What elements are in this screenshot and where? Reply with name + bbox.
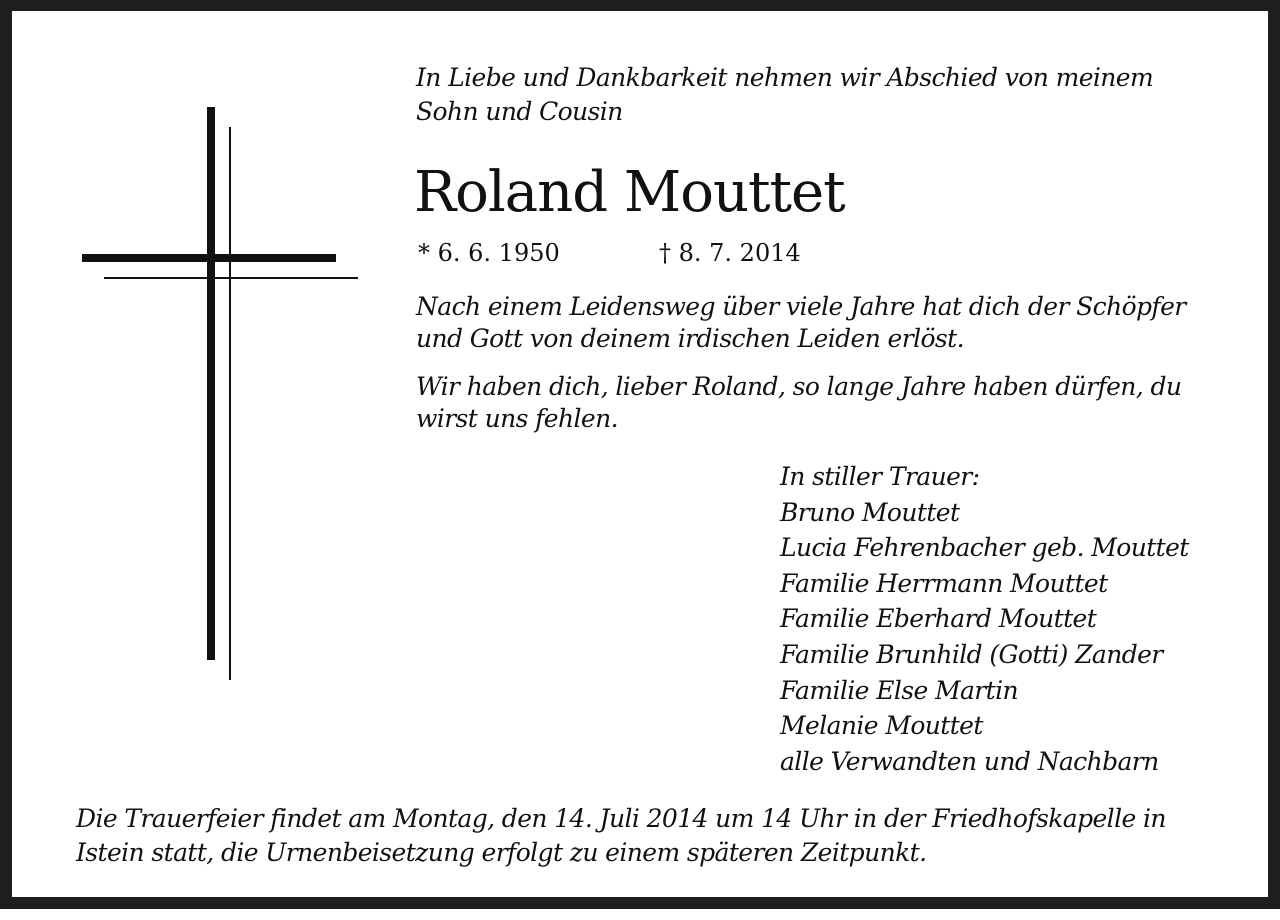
mourners-heading: In stiller Trauer: <box>780 462 980 491</box>
mourner-name: Lucia Fehrenbacher geb. Mouttet <box>780 533 1189 563</box>
paragraph-2-line-1: Wir haben dich, lieber Roland, so lange Jahre haben dürfen, du <box>416 372 1182 401</box>
mourner-name: Familie Brunhild (Gotti) Zander <box>780 639 1163 669</box>
cross-thick-horizontal <box>82 254 336 262</box>
cross-thin-vertical <box>229 127 231 680</box>
mourner-name: Familie Eberhard Mouttet <box>780 604 1097 634</box>
mourner-name: alle Verwandten und Nachbarn <box>780 746 1159 776</box>
intro-line-2: Sohn und Cousin <box>416 97 623 126</box>
birth-date: * 6. 6. 1950 <box>418 239 560 267</box>
mourners-list <box>780 459 1189 779</box>
service-line-1: Die Trauerfeier findet am Montag, den 14. Juli 2014 um 14 Uhr in der Friedhofskapelle in <box>76 804 1166 833</box>
paragraph-farewell <box>416 371 1181 435</box>
cross-thick-vertical <box>207 107 215 660</box>
paragraph-1-line-1: Nach einem Leidensweg über viele Jahre hat dich der Schöpfer <box>416 292 1186 321</box>
paragraph-2-line-2: wirst uns fehlen. <box>416 404 618 433</box>
paragraph-suffering <box>416 291 1186 355</box>
mourner-name: Melanie Mouttet <box>780 711 983 741</box>
mourner-name: Familie Else Martin <box>780 675 1019 705</box>
intro-line-1: In Liebe und Dankbarkeit nehmen wir Abschied von meinem <box>416 63 1154 92</box>
service-announcement <box>76 802 1166 870</box>
cross-thin-horizontal <box>104 277 358 279</box>
mourner-name: Bruno Mouttet <box>780 497 960 527</box>
deceased-name: Roland Mouttet <box>414 160 845 225</box>
mourner-name: Familie Herrmann Mouttet <box>780 568 1108 598</box>
death-date: † 8. 7. 2014 <box>659 239 801 267</box>
intro-text <box>416 61 1153 129</box>
service-line-2: Istein statt, die Urnenbeisetzung erfolgt zu einem späteren Zeitpunkt. <box>76 838 927 867</box>
paragraph-1-line-2: und Gott von deinem irdischen Leiden erlöst. <box>416 324 964 353</box>
